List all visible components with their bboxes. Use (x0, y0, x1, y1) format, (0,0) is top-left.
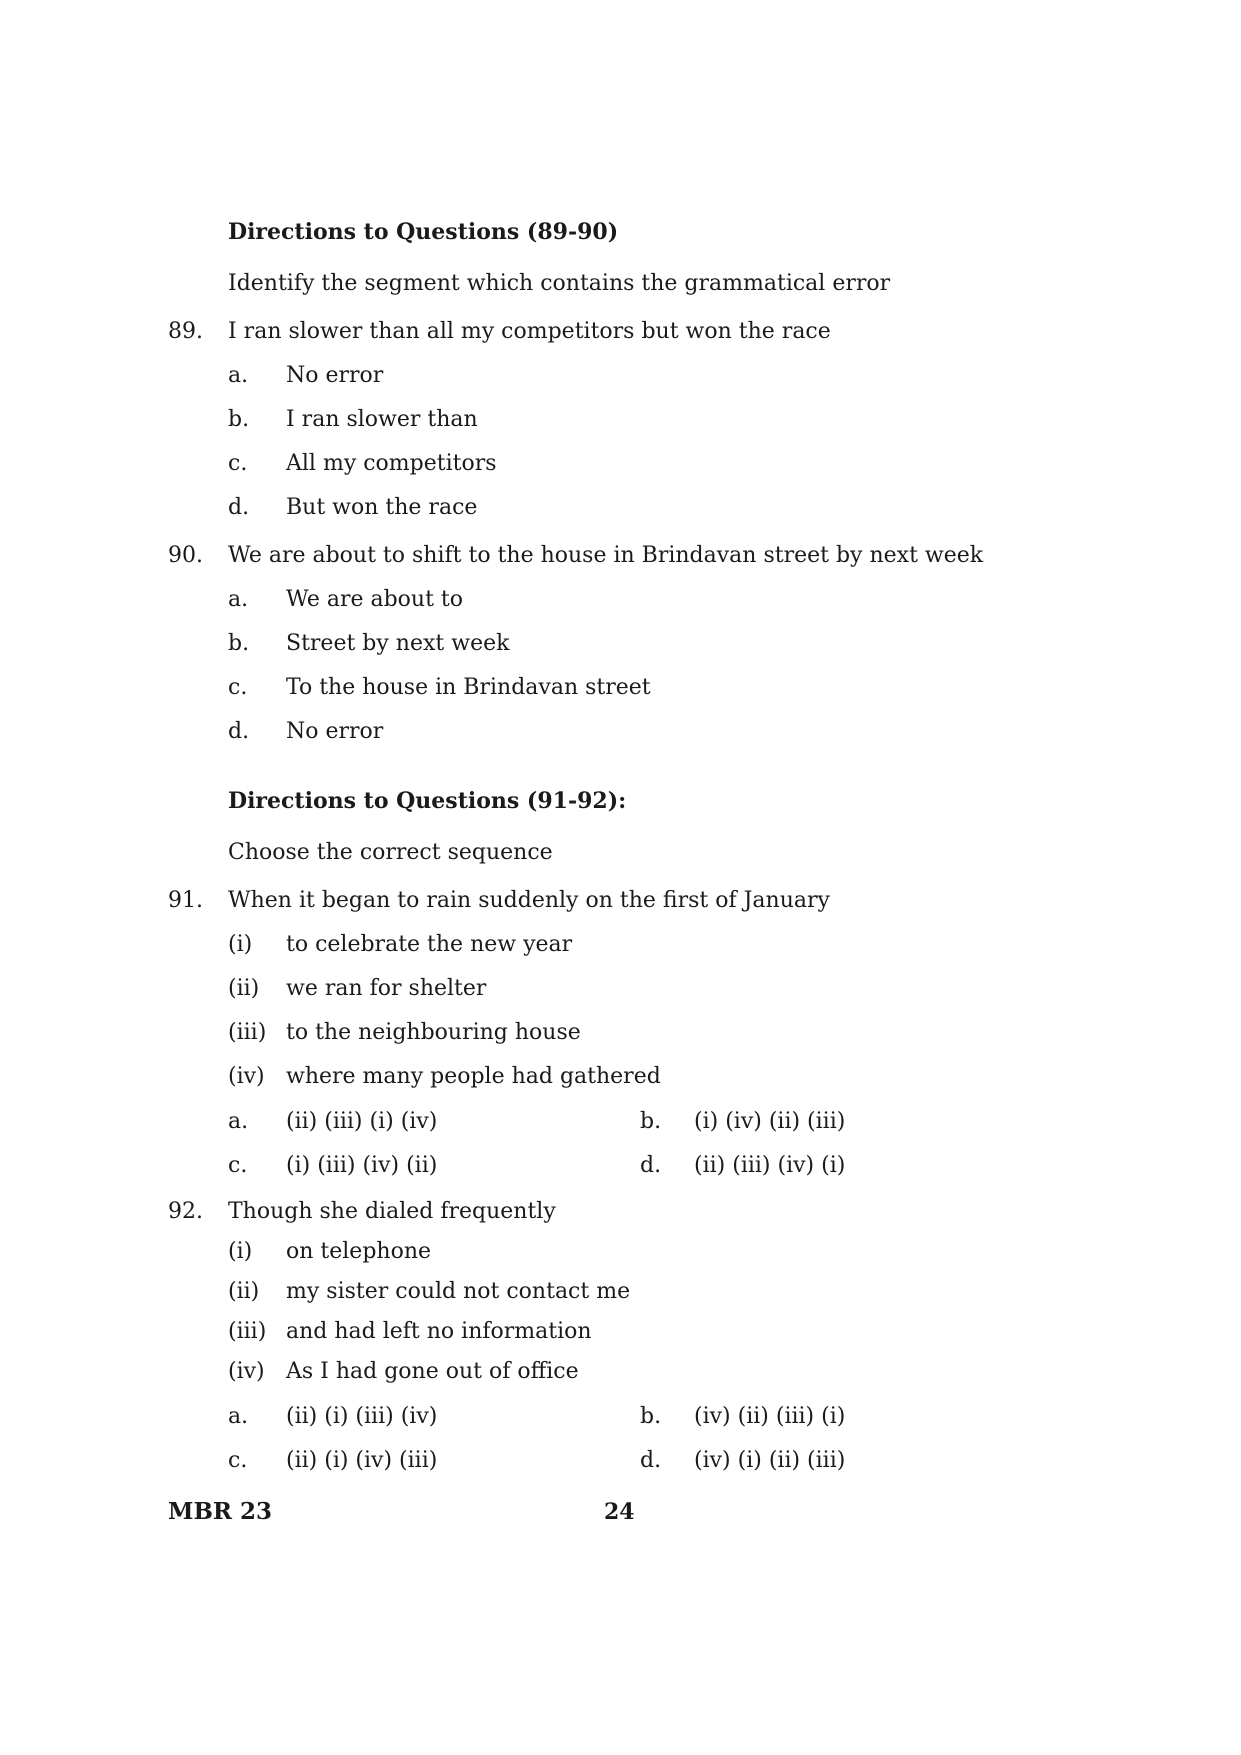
question-text-90: We are about to shift to the house in Brindavan street by next week (228, 543, 984, 568)
q92-option-letter-d: d. (640, 1448, 662, 1473)
q91-part-text-iii: to the neighbouring house (286, 1020, 581, 1045)
q92-part-roman-iii: (iii) (228, 1319, 267, 1344)
q89-option-text-b: I ran slower than (286, 407, 478, 432)
q91-part-roman-ii: (ii) (228, 976, 260, 1001)
q92-option-text-b: (iv) (ii) (iii) (i) (694, 1404, 846, 1429)
question-text-89: I ran slower than all my competitors but won the race (228, 319, 831, 344)
q92-part-text-iv: As I had gone out of office (286, 1359, 579, 1384)
q89-option-text-c: All my competitors (286, 451, 497, 476)
q89-option-text-d: But won the race (286, 495, 478, 520)
q92-part-text-ii: my sister could not contact me (286, 1279, 631, 1304)
q89-option-text-a: No error (286, 363, 384, 388)
q91-part-roman-iii: (iii) (228, 1020, 267, 1045)
q92-part-roman-iv: (iv) (228, 1359, 265, 1384)
q91-part-text-i: to celebrate the new year (286, 932, 573, 957)
q89-option-letter-a: a. (228, 363, 249, 388)
question-number-91: 91. (168, 888, 203, 913)
q89-option-letter-c: c. (228, 451, 248, 476)
q92-option-letter-a: a. (228, 1404, 249, 1429)
q89-option-letter-b: b. (228, 407, 250, 432)
q90-option-letter-a: a. (228, 587, 249, 612)
q91-option-letter-a: a. (228, 1109, 249, 1134)
q92-part-text-iii: and had left no information (286, 1319, 592, 1344)
q91-option-text-d: (ii) (iii) (iv) (i) (694, 1153, 846, 1178)
q91-option-letter-d: d. (640, 1153, 662, 1178)
q91-option-letter-c: c. (228, 1153, 248, 1178)
question-number-92: 92. (168, 1199, 203, 1224)
q89-option-letter-d: d. (228, 495, 250, 520)
question-number-90: 90. (168, 543, 203, 568)
directions-instruction-91-92: Choose the correct sequence (228, 840, 553, 865)
q92-option-letter-b: b. (640, 1404, 662, 1429)
q92-option-text-d: (iv) (i) (ii) (iii) (694, 1448, 846, 1473)
directions-heading-89-90: Directions to Questions (89-90) (228, 219, 619, 245)
q90-option-letter-b: b. (228, 631, 250, 656)
footer-code: MBR 23 (168, 1498, 273, 1525)
q90-option-text-c: To the house in Brindavan street (286, 675, 651, 700)
q92-part-text-i: on telephone (286, 1239, 432, 1264)
q91-part-text-ii: we ran for shelter (286, 976, 487, 1001)
q92-option-letter-c: c. (228, 1448, 248, 1473)
q91-option-letter-b: b. (640, 1109, 662, 1134)
q92-option-text-c: (ii) (i) (iv) (iii) (286, 1448, 438, 1473)
page-number: 24 (604, 1499, 635, 1525)
question-number-89: 89. (168, 319, 203, 344)
question-text-91: When it began to rain suddenly on the first of January (228, 888, 830, 913)
question-text-92: Though she dialed frequently (228, 1199, 556, 1224)
q90-option-letter-d: d. (228, 719, 250, 744)
q90-option-letter-c: c. (228, 675, 248, 700)
directions-instruction-89-90: Identify the segment which contains the grammatical error (228, 271, 891, 296)
q91-part-roman-iv: (iv) (228, 1064, 265, 1089)
q91-part-roman-i: (i) (228, 932, 253, 957)
q90-option-text-b: Street by next week (286, 631, 510, 656)
directions-heading-91-92: Directions to Questions (91-92): (228, 788, 627, 814)
q90-option-text-a: We are about to (286, 587, 464, 612)
q91-option-text-c: (i) (iii) (iv) (ii) (286, 1153, 438, 1178)
q92-part-roman-i: (i) (228, 1239, 253, 1264)
q91-part-text-iv: where many people had gathered (286, 1064, 661, 1089)
q91-option-text-b: (i) (iv) (ii) (iii) (694, 1109, 846, 1134)
q92-part-roman-ii: (ii) (228, 1279, 260, 1304)
q91-option-text-a: (ii) (iii) (i) (iv) (286, 1109, 438, 1134)
q90-option-text-d: No error (286, 719, 384, 744)
q92-option-text-a: (ii) (i) (iii) (iv) (286, 1404, 438, 1429)
